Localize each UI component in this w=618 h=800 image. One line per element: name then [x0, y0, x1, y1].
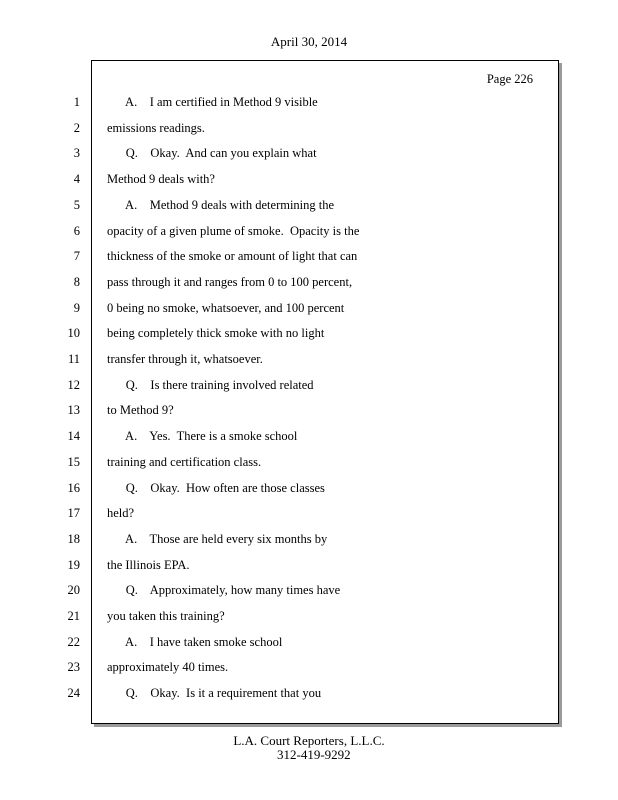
line-number: 20 — [67, 583, 80, 597]
line-number: 14 — [67, 429, 80, 443]
line-text: being completely thick smoke with no light — [107, 326, 325, 340]
line-number: 19 — [67, 558, 80, 572]
line-text: transfer through it, whatsoever. — [107, 352, 263, 366]
page-number: Page 226 — [486, 72, 533, 86]
line-number: 8 — [73, 275, 80, 289]
line-text: emissions readings. — [107, 121, 205, 135]
line-text: Q. Is there training involved related — [107, 378, 314, 392]
line-number: 7 — [73, 249, 80, 263]
line-text: Method 9 deals with? — [107, 172, 215, 186]
line-number: 11 — [67, 352, 80, 366]
line-number: 1 — [73, 95, 80, 109]
line-text: you taken this training? — [107, 609, 225, 623]
line-number: 22 — [67, 635, 80, 649]
line-text: approximately 40 times. — [107, 660, 229, 674]
line-text: A. I am certified in Method 9 visible — [107, 95, 318, 109]
line-text: held? — [107, 506, 135, 520]
line-text: the Illinois EPA. — [107, 558, 190, 572]
line-number: 2 — [73, 121, 80, 135]
line-text: opacity of a given plume of smoke. Opacity is the — [107, 224, 360, 238]
line-number: 5 — [73, 198, 80, 212]
line-number: 3 — [73, 146, 80, 160]
line-text: Q. Okay. How often are those classes — [107, 481, 325, 495]
line-text: A. I have taken smoke school — [107, 635, 283, 649]
line-number: 10 — [67, 326, 80, 340]
line-number: 12 — [67, 378, 80, 392]
line-number: 4 — [73, 172, 80, 186]
line-number: 21 — [67, 609, 80, 623]
line-text: thickness of the smoke or amount of light that can — [107, 249, 358, 263]
line-number: 23 — [67, 660, 80, 674]
line-number: 24 — [67, 686, 80, 700]
line-text: training and certification class. — [107, 455, 262, 469]
line-number: 18 — [67, 532, 80, 546]
transcript-date: April 30, 2014 — [270, 34, 348, 49]
line-number: 6 — [73, 224, 80, 238]
reporter-company: L.A. Court Reporters, L.L.C. — [233, 733, 385, 748]
line-text: Q. Okay. Is it a requirement that you — [107, 686, 322, 700]
line-text: A. Yes. There is a smoke school — [107, 429, 298, 443]
line-text: Q. Approximately, how many times have — [107, 583, 341, 597]
line-text: Q. Okay. And can you explain what — [107, 146, 317, 160]
line-text: 0 being no smoke, whatsoever, and 100 percent — [107, 301, 345, 315]
line-number: 13 — [67, 403, 80, 417]
line-number: 15 — [67, 455, 80, 469]
line-text: to Method 9? — [107, 403, 174, 417]
line-text: A. Those are held every six months by — [107, 532, 328, 546]
line-number: 17 — [67, 506, 80, 520]
line-text: A. Method 9 deals with determining the — [107, 198, 335, 212]
line-text: pass through it and ranges from 0 to 100 percent, — [107, 275, 353, 289]
line-number: 16 — [67, 481, 80, 495]
line-number: 9 — [73, 301, 80, 315]
reporter-phone: 312-419-9292 — [277, 747, 351, 762]
